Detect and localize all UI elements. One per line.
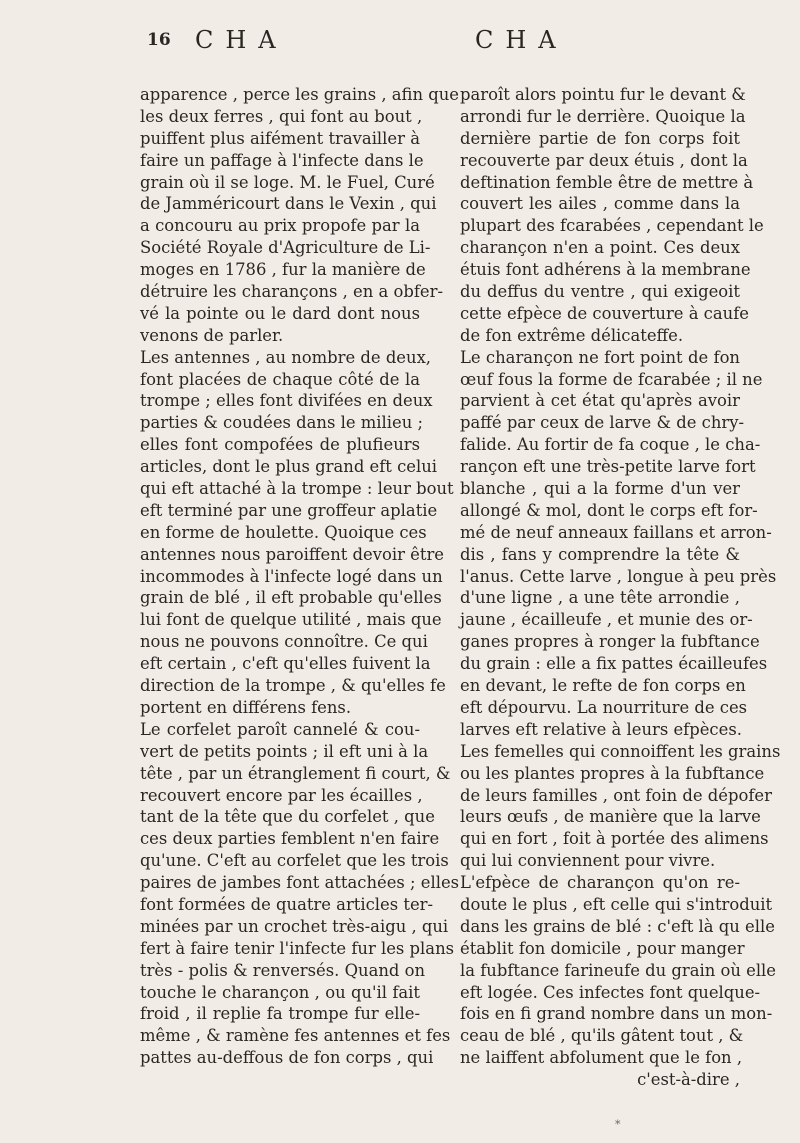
text-line: la fubftance farineufe du grain où elle xyxy=(460,960,776,980)
text-line: eft dépourvu. La nourriture de ces xyxy=(460,697,748,717)
text-line: d'une ligne , a une tête arrondie , xyxy=(460,588,740,608)
text-line: apparence , perce les grains , afin que xyxy=(140,85,459,104)
text-line: œuf fous la forme de fcarabée ; il ne xyxy=(460,369,763,389)
left-column xyxy=(140,84,460,1069)
text-line: ganes propres à ronger la fubftance xyxy=(460,632,760,652)
text-line: direction de la trompe , & qu'elles fe xyxy=(140,676,446,696)
text-line: dernière partie de fon corps foit xyxy=(460,128,740,148)
text-line: trompe ; elles font divifées en deux xyxy=(140,391,433,411)
text-line: faire un paffage à l'infecte dans le xyxy=(140,150,424,170)
text-line: portent en différens fens. xyxy=(140,697,352,717)
text-line: ne laiffent abfolument que le fon , xyxy=(460,1048,743,1068)
text-line: elles font compofées de plufieurs xyxy=(140,435,420,455)
text-line: tant de la tête que du corfelet , que xyxy=(140,807,435,827)
text-line: lui font de quelque utilité , mais que xyxy=(140,610,442,630)
text-line: recouvert encore par les écailles , xyxy=(140,785,423,805)
text-line: dis , fans y comprendre la tête & xyxy=(460,544,740,564)
text-line: c'est-à-dire , xyxy=(637,1070,740,1090)
text-line: établit fon domicile , pour manger xyxy=(460,938,745,958)
text-line: jaune , écailleufe , et munie des or- xyxy=(460,610,753,630)
text-line: froid , il replie fa trompe fur elle- xyxy=(140,1004,420,1024)
text-line: eft logée. Ces infectes font quelque- xyxy=(460,982,761,1002)
text-line: couvert les ailes , comme dans la xyxy=(460,194,740,214)
text-line: charançon n'en a point. Ces deux xyxy=(460,238,740,258)
text-line: larves eft relative à leurs efpèces. xyxy=(460,719,742,739)
text-line: nous ne pouvons connoître. Ce qui xyxy=(140,632,428,652)
text-line: étuis font adhérens à la membrane xyxy=(460,260,751,280)
text-line: ou les plantes propres à la fubftance xyxy=(460,763,765,783)
text-line: ceau de blé , qu'ils gâtent tout , & xyxy=(460,1026,744,1046)
text-line: paires de jambes font attachées ; elles xyxy=(140,873,460,893)
text-line: qu'une. C'eft au corfelet que les trois xyxy=(140,851,449,871)
text-line: qui lui conviennent pour vivre. xyxy=(460,851,716,871)
text-line: blanche , qui a la forme d'un ver xyxy=(460,479,740,499)
text-line: pattes au-deffous de fon corps , qui xyxy=(140,1048,434,1068)
text-line: articles, dont le plus grand eft celui xyxy=(140,457,438,477)
text-line: antennes nous paroiffent devoir être xyxy=(140,544,444,564)
text-line: dans les grains de blé : c'eft là qu elle xyxy=(460,916,775,936)
text-line: vert de petits points ; il eft uni à la xyxy=(140,741,429,761)
text-line: eft terminé par une groffeur aplatie xyxy=(140,500,438,520)
text-line: rançon eft une très-petite larve fort xyxy=(460,457,756,477)
text-line: grain où il se loge. M. le Fuel, Curé xyxy=(140,172,435,192)
text-line: Société Royale d'Agriculture de Li- xyxy=(140,238,431,258)
text-line: moges en 1786 , fur la manière de xyxy=(140,260,426,280)
text-line: en devant, le refte de fon corps en xyxy=(460,676,746,696)
right-column xyxy=(460,84,781,1091)
text-line: très - polis & renversés. Quand on xyxy=(140,960,426,980)
text-line: fois en fi grand nombre dans un mon- xyxy=(460,1004,773,1024)
text-line: fert à faire tenir l'infecte fur les plans xyxy=(140,938,455,958)
text-line: puiffent plus aifément travailler à xyxy=(140,128,420,148)
text-line: de fon extrême délicateffe. xyxy=(460,325,684,345)
text-line: même , & ramène fes antennes et fes xyxy=(140,1026,451,1046)
text-line: deftination femble être de mettre à xyxy=(460,172,754,192)
text-line: minées par un crochet très-aigu , qui xyxy=(140,916,449,936)
text-line: mé de neuf anneaux faillans et arron- xyxy=(460,522,772,542)
text-line: vé la pointe ou le dard dont nous xyxy=(140,303,420,323)
text-line: du deffus du ventre , qui exigeoit xyxy=(460,282,740,302)
text-line: L'efpèce de charançon qu'on re- xyxy=(460,873,740,893)
text-line: paffé par ceux de larve & de chry- xyxy=(460,413,745,433)
footer-ornament: * xyxy=(615,1118,621,1131)
text-line: incommodes à l'infecte logé dans un xyxy=(140,566,443,586)
text-line: venons de parler. xyxy=(140,325,284,345)
text-line: font placées de chaque côté de la xyxy=(140,369,420,389)
text-line: tête , par un étranglement fi court, & xyxy=(140,763,451,783)
text-line: ces deux parties femblent n'en faire xyxy=(140,829,440,849)
text-line: l'anus. Cette larve , longue à peu près xyxy=(460,566,777,586)
text-line: parvient à cet état qu'après avoir xyxy=(460,391,740,411)
text-line: font formées de quatre articles ter- xyxy=(140,894,434,914)
running-head-left: CHA xyxy=(195,26,288,54)
text-line: doute le plus , eft celle qui s'introduit xyxy=(460,894,773,914)
text-line: touche le charançon , ou qu'il fait xyxy=(140,982,420,1002)
text-line: recouverte par deux étuis , dont la xyxy=(460,150,748,170)
text-line: falide. Au fortir de fa coque , le cha- xyxy=(460,435,761,455)
text-line: du grain : elle a fix pattes écailleufes xyxy=(460,654,768,674)
text-line: eft certain , c'eft qu'elles fuivent la xyxy=(140,654,431,674)
text-line: allongé & mol, dont le corps eft for- xyxy=(460,500,758,520)
page-number: 16 xyxy=(147,30,171,50)
text-line: de leurs familles , ont foin de dépofer xyxy=(460,785,772,805)
text-line: leurs œufs , de manière que la larve xyxy=(460,807,761,827)
text-line: a concouru au prix propofe par la xyxy=(140,216,420,236)
text-line: qui eft attaché à la trompe : leur bout xyxy=(140,479,454,499)
text-line: de Jamméricourt dans le Vexin , qui xyxy=(140,194,437,214)
text-line: paroît alors pointu fur le devant & xyxy=(460,85,746,104)
text-line: cette efpèce de couverture à caufe xyxy=(460,303,749,323)
text-line: parties & coudées dans le milieu ; xyxy=(140,413,424,433)
text-line: qui en fort , foit à portée des alimens xyxy=(460,829,769,849)
text-line: Les femelles qui connoiffent les grains xyxy=(460,741,781,761)
text-line: Le corfelet paroît cannelé & cou- xyxy=(140,719,420,739)
page-header xyxy=(0,14,800,54)
text-line: Le charançon ne fort point de fon xyxy=(460,347,740,367)
running-head-right: CHA xyxy=(475,26,568,54)
text-line: détruire les charançons , en a obfer- xyxy=(140,282,443,302)
text-line: Les antennes , au nombre de deux, xyxy=(140,347,432,367)
text-line: plupart des fcarabées , cependant le xyxy=(460,216,764,236)
text-line: arrondi fur le derrière. Quoique la xyxy=(460,106,746,126)
text-line: en forme de houlette. Quoique ces xyxy=(140,522,427,542)
text-line: grain de blé , il eft probable qu'elles xyxy=(140,588,442,608)
text-line: les deux ferres , qui font au bout , xyxy=(140,106,423,126)
